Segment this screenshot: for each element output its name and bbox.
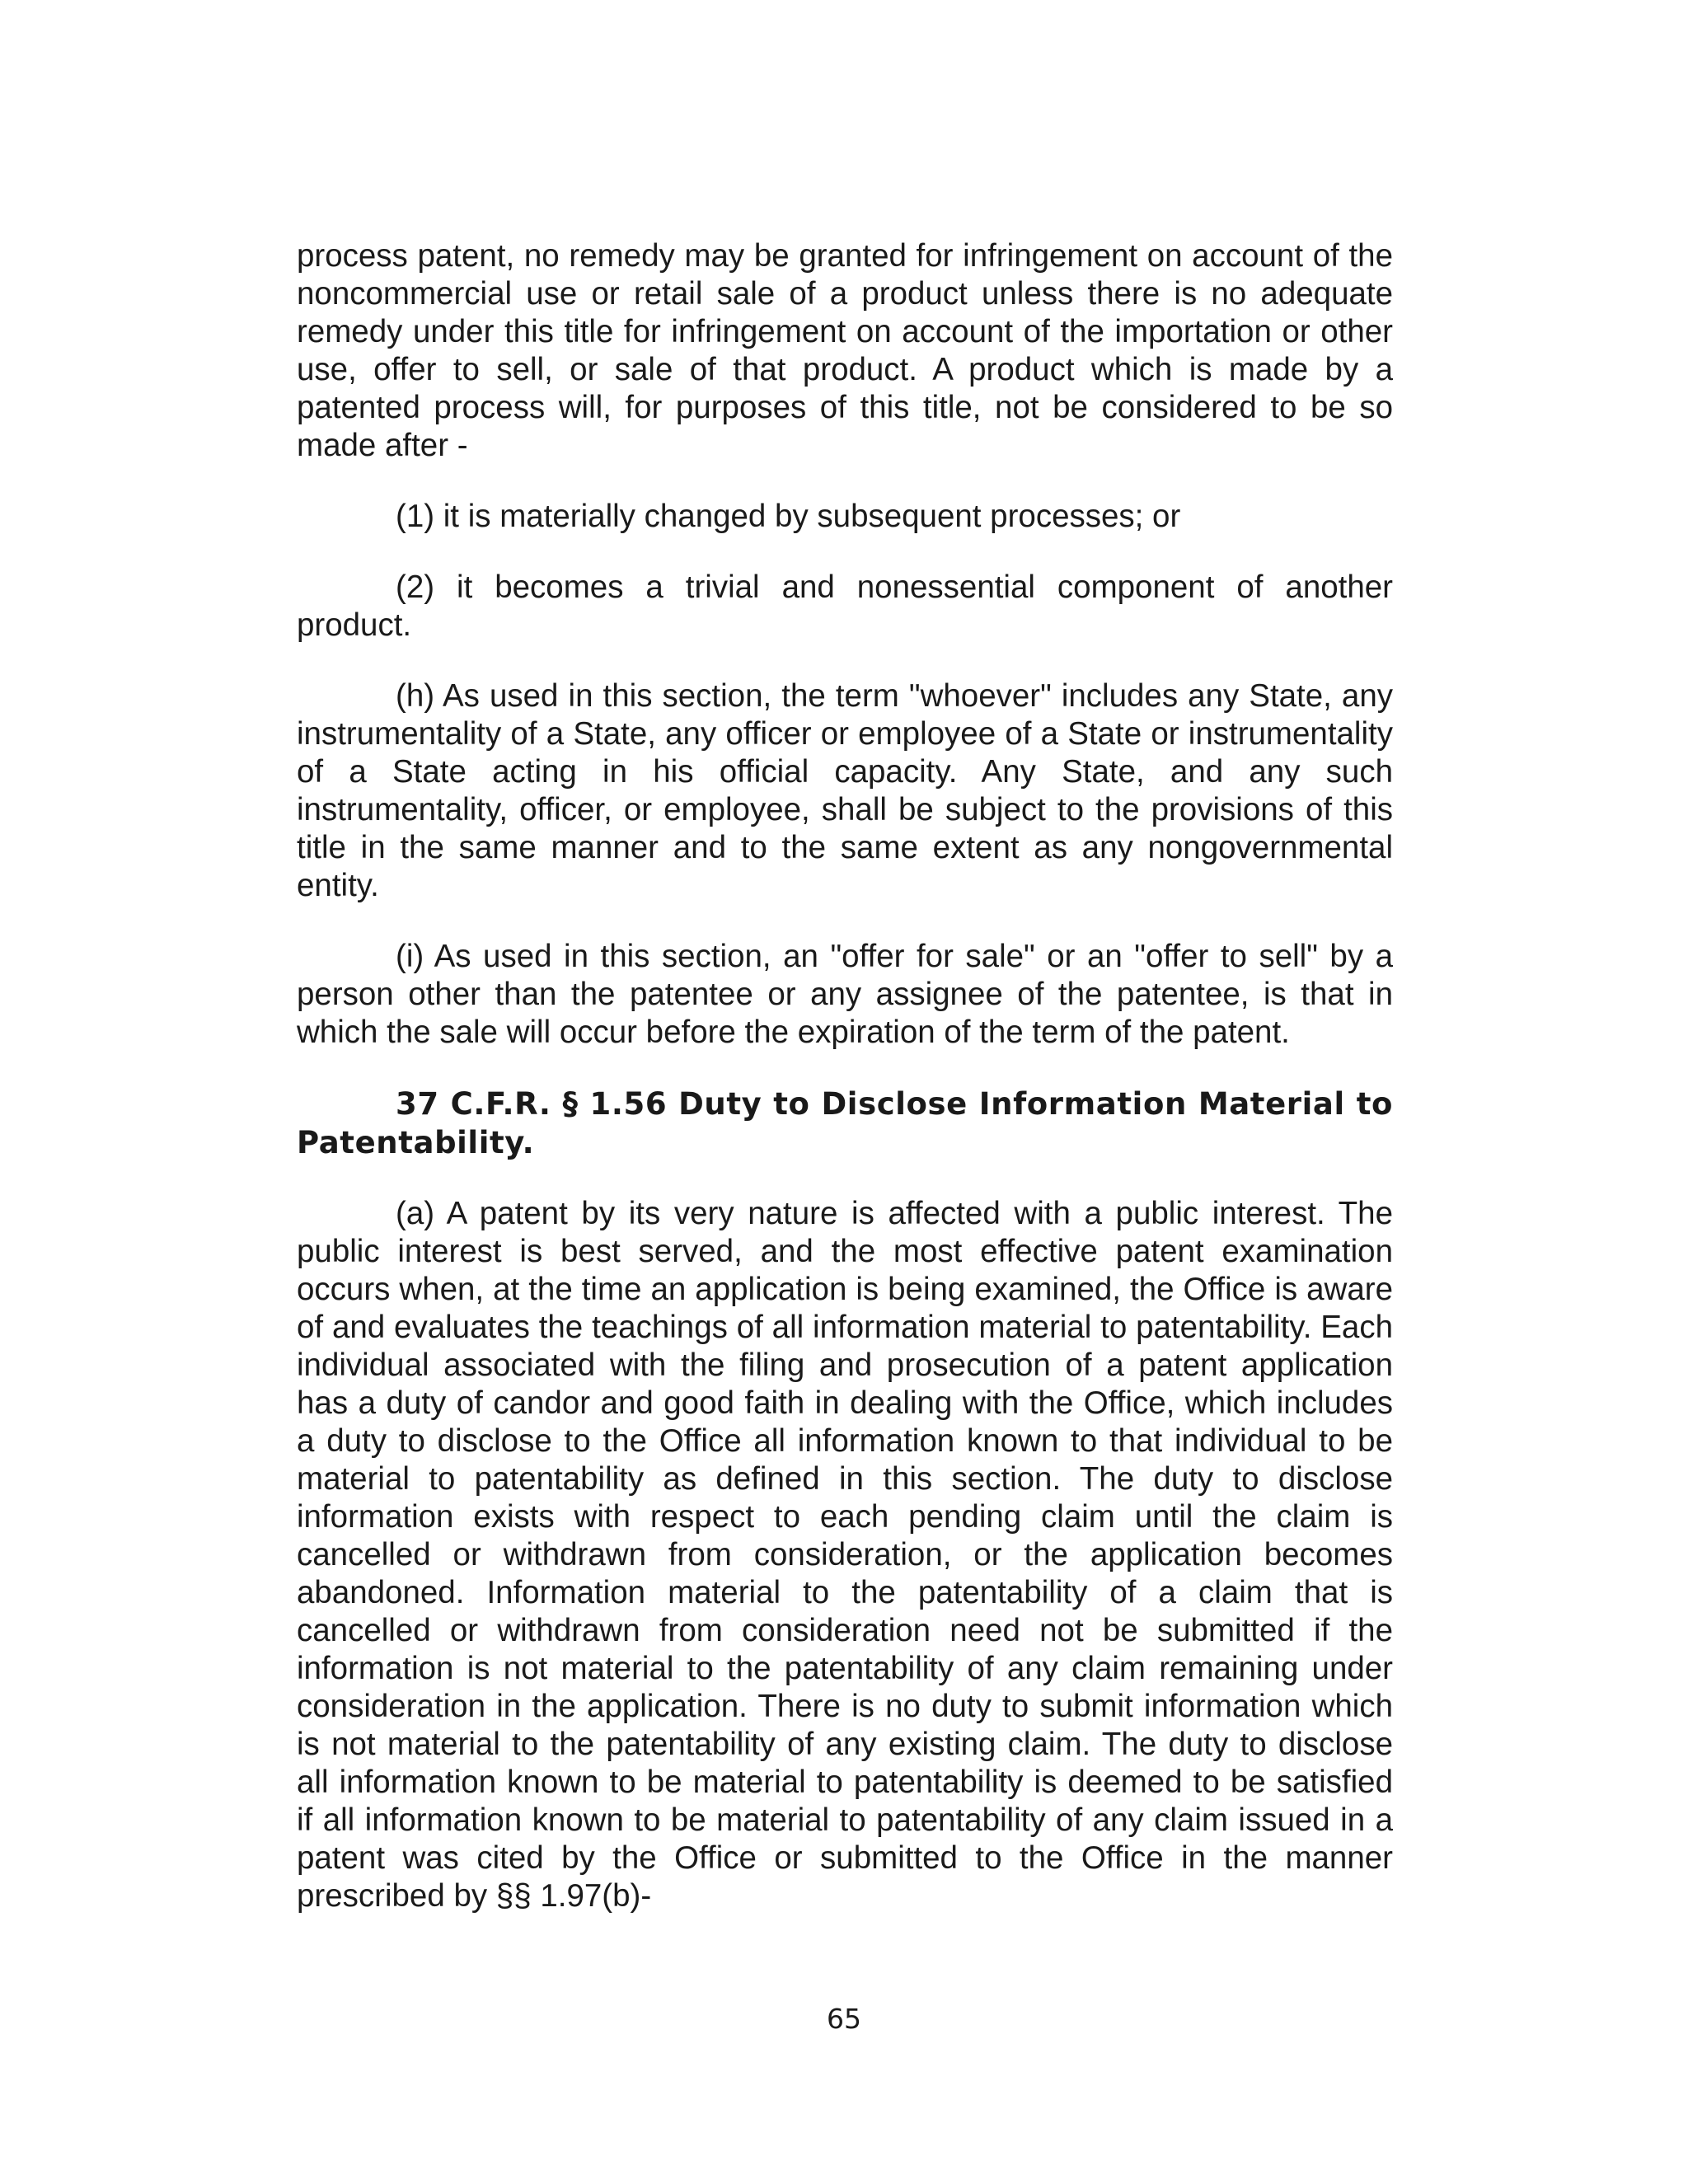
paragraph-i: (i) As used in this section, an "offer for sale" or an "offer to sell" by a person other than the patentee or any assignee of the patentee, is that in which the sale will occur before the expiration of the term of the patent. <box>297 939 1393 1050</box>
paragraph-item-1: (1) it is materially changed by subsequent processes; or <box>396 499 1181 534</box>
section-heading: 37 C.F.R. § 1.56 Duty to Disclose Information Material to Patentability. <box>297 1086 1393 1160</box>
paragraph-h: (h) As used in this section, the term "whoever" includes any State, any instrumentality of a State, any officer or employee of a State or instrumentality of a State acting in his official capacity. Any State, and any such instrumentality, officer, or employee, shall be subject to the provisions of this title in the same manner and to the same extent as any nongovernmental entity. <box>297 678 1393 903</box>
page-body <box>297 237 1393 1915</box>
paragraph-continuation: process patent, no remedy may be granted for infringement on account of the noncommercial use or retail sale of a product unless there is no adequate remedy under this title for infringement on account of the importation or other use, offer to sell, or sale of that product. A product which is made by a patented process will, for purposes of this title, not be considered to be so made after - <box>297 238 1393 463</box>
paragraph-item-2: (2) it becomes a trivial and nonessential component of another product. <box>297 569 1393 643</box>
paragraph-a: (a) A patent by its very nature is affected with a public interest. The public interest is best served, and the most effective patent examination occurs when, at the time an application is being examined, the Office is aware of and evaluates the teachings of all information material to patentability. Each individual associated with the filing and prosecution of a patent application has a duty of candor and good faith in dealing with the Office, which includes a duty to disclose to the Office all information known to that individual to be material to patentability as defined in this section. The duty to disclose information exists with respect to each pending claim until the claim is cancelled or withdrawn from consideration, or the application becomes abandoned. Information material to the patentability of a claim that is cancelled or withdrawn from consideration need not be submitted if the information is not material to the patentability of any claim remaining under consideration in the application. There is no duty to submit information which is not material to the patentability of any existing claim. The duty to disclose all information known to be material to patentability is deemed to be satisfied if all information known to be material to patentability of any claim issued in a patent was cited by the Office or submitted to the Office in the manner prescribed by §§ 1.97(b)- <box>297 1196 1393 1914</box>
page-number: 65 <box>827 2003 861 2035</box>
